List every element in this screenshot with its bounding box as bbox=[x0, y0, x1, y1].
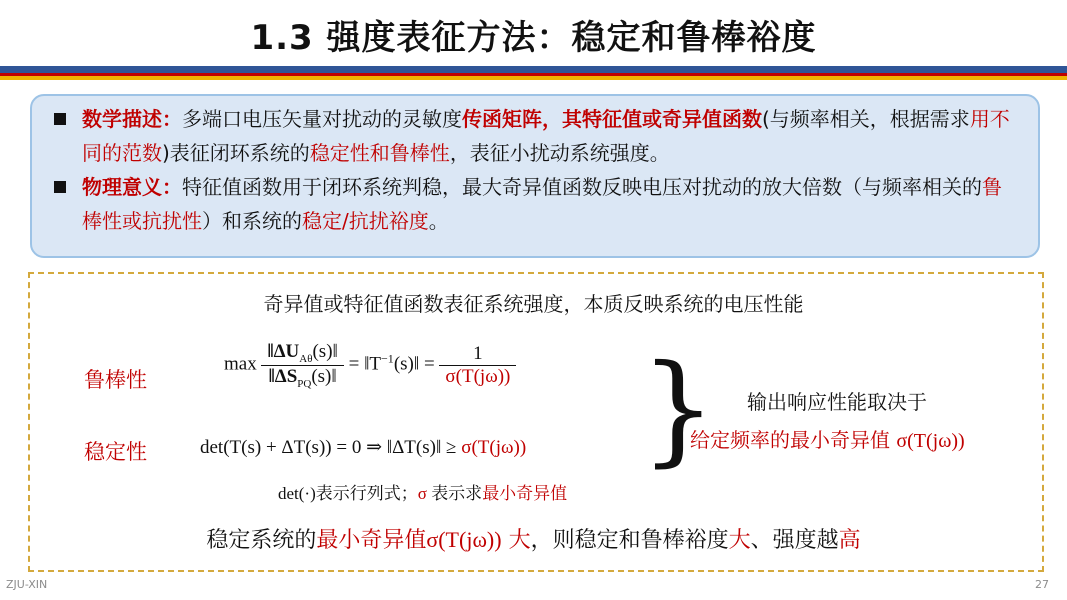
note-sigma: σ bbox=[417, 484, 427, 503]
header-bar-gold bbox=[0, 76, 1067, 80]
bullet-text: (与频率相关，根据需求 bbox=[762, 107, 970, 131]
right-brace-icon: } bbox=[640, 340, 717, 479]
bullet-text: ）和系统的 bbox=[202, 209, 302, 233]
robustness-formula bbox=[224, 341, 516, 390]
given-frequency-label: 给定频率的最小奇异值 bbox=[690, 428, 897, 452]
square-bullet-icon bbox=[54, 181, 66, 193]
formula-sup: −1 bbox=[381, 351, 394, 366]
slide-title: 1.3 强度表征方法：稳定和鲁棒裕度 bbox=[250, 18, 817, 58]
notation-note bbox=[278, 479, 567, 504]
highlight-text: 用不同的范数 bbox=[82, 107, 1010, 165]
bullet-text: 。 bbox=[428, 209, 449, 233]
bullet-label: 物理意义： bbox=[82, 175, 182, 199]
square-bullet-icon bbox=[54, 113, 66, 125]
formula-sub: PQ bbox=[297, 377, 312, 390]
header-bar-blue bbox=[0, 66, 1067, 73]
highlight-text: 传函矩阵，其特征值或奇异值函数 bbox=[462, 107, 762, 131]
formula-middle-tail: (s)‖ = bbox=[393, 353, 435, 375]
formula-fraction bbox=[261, 341, 343, 390]
note-det: det(·)表示行列式； bbox=[278, 484, 418, 503]
bullet-math-description bbox=[52, 102, 1020, 170]
formula-numerator-tail: (s)‖ bbox=[312, 341, 338, 362]
robustness-label: 鲁棒性 bbox=[84, 368, 147, 392]
bullet-label: 数学描述： bbox=[82, 107, 182, 131]
formula-fraction-right bbox=[439, 343, 516, 388]
conclusion-highlight: 高 bbox=[838, 528, 861, 553]
bullet-text: )表征闭环系统的 bbox=[162, 141, 310, 165]
highlight-text: 鲁棒性或抗扰性 bbox=[82, 175, 1002, 233]
note-min-singular: 最小奇异值 bbox=[482, 484, 568, 503]
highlight-text: 稳定/抗扰裕度 bbox=[302, 209, 429, 233]
conclusion-line bbox=[0, 523, 1067, 554]
highlight-text: 稳定性和鲁棒性 bbox=[309, 141, 450, 165]
bullet-text: ，表征小扰动系统强度。 bbox=[449, 141, 670, 165]
output-response-text: 输出响应性能取决于 bbox=[747, 390, 927, 414]
formula-one: 1 bbox=[473, 342, 483, 364]
bullet-physical-meaning bbox=[52, 170, 1020, 238]
note-means: 表示求 bbox=[426, 484, 483, 503]
conclusion-text: 稳定系统的 bbox=[206, 528, 317, 553]
stability-label: 稳定性 bbox=[84, 440, 147, 464]
definition-box bbox=[30, 94, 1040, 258]
conclusion-text: ，则稳定和鲁棒裕度 bbox=[530, 528, 729, 553]
formula-denominator: ‖ΔS bbox=[268, 365, 298, 387]
given-frequency-text bbox=[690, 424, 965, 453]
stability-formula bbox=[200, 436, 526, 459]
given-frequency-sigma: σ(T(jω)) bbox=[896, 430, 965, 452]
formula-max: max bbox=[224, 353, 257, 375]
conclusion-highlight: 大 bbox=[728, 528, 751, 553]
formula-middle: = ‖T bbox=[348, 353, 382, 375]
detail-summary: 奇异值或特征值函数表征系统强度，本质反映系统的电压性能 bbox=[263, 292, 804, 316]
formula-min-singular: σ(T(jω)) bbox=[439, 365, 516, 388]
formula-det: det(T(s) + ΔT(s)) = 0 ⇒ ‖ΔT(s)‖ ≥ bbox=[200, 437, 462, 458]
bullet-text: 多端口电压矢量对扰动的灵敏度 bbox=[182, 107, 462, 131]
conclusion-text: 、强度越 bbox=[750, 528, 839, 553]
conclusion-sigma: σ(T(jω)) bbox=[426, 527, 502, 552]
formula-denominator-tail: (s)‖ bbox=[311, 365, 337, 387]
page-number: 27 bbox=[1035, 578, 1049, 591]
formula-sub: Aθ bbox=[299, 352, 313, 365]
footer-brand: ZJU-XIN bbox=[6, 578, 48, 591]
formula-min-singular: σ(T(jω)) bbox=[461, 437, 527, 458]
conclusion-highlight: 最小奇异值 bbox=[316, 528, 427, 553]
conclusion-highlight: 大 bbox=[501, 528, 531, 553]
formula-numerator: ‖ΔU bbox=[267, 341, 300, 362]
bullet-text: 特征值函数用于闭环系统判稳，最大奇异值函数反映电压对扰动的放大倍数（与频率相关的 bbox=[182, 175, 982, 199]
